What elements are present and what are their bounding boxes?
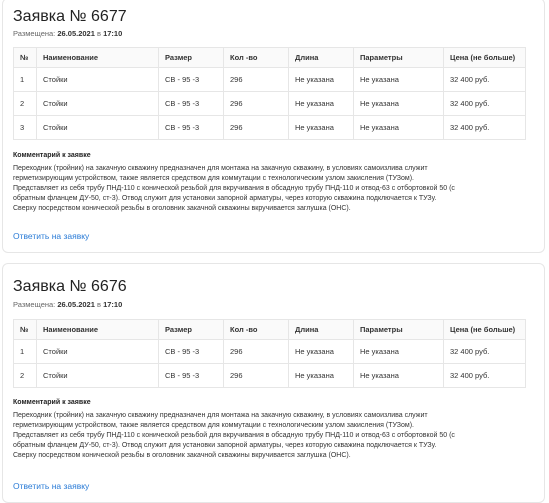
table-cell: 32 400 руб. <box>444 340 526 364</box>
column-header: Длина <box>289 48 354 68</box>
table-row <box>14 364 526 388</box>
comment-line: герметизирующим устройством, также является средством для коммутации с технологическим узлом закисления (ТУЗом). <box>13 175 414 182</box>
column-header: № <box>14 320 37 340</box>
column-header: Цена (не больше) <box>444 48 526 68</box>
comment-heading: Комментарий к заявке <box>13 399 91 406</box>
column-header: Параметры <box>354 320 444 340</box>
column-header: Кол -во <box>224 48 289 68</box>
table-cell: СВ - 95 -3 <box>159 364 224 388</box>
posted-info <box>13 300 122 309</box>
column-header: Наименование <box>37 320 159 340</box>
table-cell: 32 400 руб. <box>444 92 526 116</box>
table-cell: СВ - 95 -3 <box>159 340 224 364</box>
table-row <box>14 68 526 92</box>
request-card <box>2 0 545 253</box>
posted-prefix: Размещена: <box>13 29 56 38</box>
column-header: Размер <box>159 320 224 340</box>
posted-date: 26.05.2021 <box>57 29 95 38</box>
table-cell: Не указана <box>354 340 444 364</box>
table-cell: 1 <box>14 68 37 92</box>
reply-link[interactable]: Ответить на заявку <box>13 231 90 241</box>
request-title: Заявка № 6677 <box>13 8 127 25</box>
posted-info <box>13 29 122 38</box>
table-cell: Не указана <box>289 340 354 364</box>
posted-date: 26.05.2021 <box>57 300 95 309</box>
comment-line: Сверху посредством конической резьбы в оголовник закачной скважины вкручивается заглушка (ОНС). <box>13 205 351 212</box>
table-cell: СВ - 95 -3 <box>159 68 224 92</box>
table-cell: 296 <box>224 364 289 388</box>
table-cell: Стойки <box>37 340 159 364</box>
column-header: Параметры <box>354 48 444 68</box>
table-row <box>14 340 526 364</box>
table-cell: 32 400 руб. <box>444 68 526 92</box>
table-cell: Стойки <box>37 364 159 388</box>
posted-at: в <box>97 29 101 38</box>
table-cell: Не указана <box>289 68 354 92</box>
comment-text <box>13 164 528 214</box>
table-cell: Стойки <box>37 116 159 140</box>
table-cell: Не указана <box>289 116 354 140</box>
table-cell: Не указана <box>289 364 354 388</box>
table-cell: Не указана <box>289 92 354 116</box>
comment-line: обратным фланцем ДУ-50, ст-3). Отвод служит для установки запорной арматуры, через которую скважина подключается к ТУЗу. <box>13 195 437 202</box>
table-cell: 3 <box>14 116 37 140</box>
posted-time: 17:10 <box>103 300 123 309</box>
column-header: № <box>14 48 37 68</box>
table-header-row <box>14 320 526 340</box>
table-cell: Стойки <box>37 92 159 116</box>
comment-line: Сверху посредством конической резьбы в оголовник закачной скважины вкручивается заглушка (ОНС). <box>13 452 351 459</box>
items-table <box>13 319 526 388</box>
table-cell: 32 400 руб. <box>444 364 526 388</box>
table-row <box>14 116 526 140</box>
table-cell: 1 <box>14 340 37 364</box>
comment-line: Переходник (тройник) на закачную скважину предназначен для монтажа на закачную скважину, в условиях самоизлива служит <box>13 412 428 419</box>
table-cell: Стойки <box>37 68 159 92</box>
table-cell: 296 <box>224 116 289 140</box>
posted-prefix: Размещена: <box>13 300 56 309</box>
comment-line: обратным фланцем ДУ-50, ст-3). Отвод служит для установки запорной арматуры, через которую скважина подключается к ТУЗу. <box>13 442 437 449</box>
table-cell: Не указана <box>354 68 444 92</box>
request-title: Заявка № 6676 <box>13 278 127 295</box>
comment-line: Представляет из себя трубу ПНД-110 с конической резьбой для вкручивания в обсадную трубу ПНД-110 и отвод-63 с отбортовкой 50 (с <box>13 185 455 192</box>
table-cell: Не указана <box>354 92 444 116</box>
items-table <box>13 47 526 140</box>
table-row <box>14 92 526 116</box>
table-cell: 32 400 руб. <box>444 116 526 140</box>
posted-time: 17:10 <box>103 29 123 38</box>
posted-at: в <box>97 300 101 309</box>
table-cell: 296 <box>224 340 289 364</box>
table-cell: Не указана <box>354 364 444 388</box>
request-card <box>2 263 545 503</box>
table-cell: 2 <box>14 92 37 116</box>
comment-text <box>13 411 528 461</box>
table-cell: 2 <box>14 364 37 388</box>
table-cell: СВ - 95 -3 <box>159 92 224 116</box>
column-header: Длина <box>289 320 354 340</box>
comment-line: герметизирующим устройством, также является средством для коммутации с технологическим узлом закисления (ТУЗом). <box>13 422 414 429</box>
comment-line: Переходник (тройник) на закачную скважину предназначен для монтажа на закачную скважину, в условиях самоизлива служит <box>13 165 428 172</box>
column-header: Наименование <box>37 48 159 68</box>
reply-link[interactable]: Ответить на заявку <box>13 481 90 491</box>
table-cell: 296 <box>224 68 289 92</box>
table-header-row <box>14 48 526 68</box>
comment-line: Представляет из себя трубу ПНД-110 с конической резьбой для вкручивания в обсадную трубу ПНД-110 и отвод-63 с отбортовкой 50 (с <box>13 432 455 439</box>
column-header: Кол -во <box>224 320 289 340</box>
table-cell: 296 <box>224 92 289 116</box>
table-cell: Не указана <box>354 116 444 140</box>
column-header: Размер <box>159 48 224 68</box>
column-header: Цена (не больше) <box>444 320 526 340</box>
comment-heading: Комментарий к заявке <box>13 152 91 159</box>
table-cell: СВ - 95 -3 <box>159 116 224 140</box>
